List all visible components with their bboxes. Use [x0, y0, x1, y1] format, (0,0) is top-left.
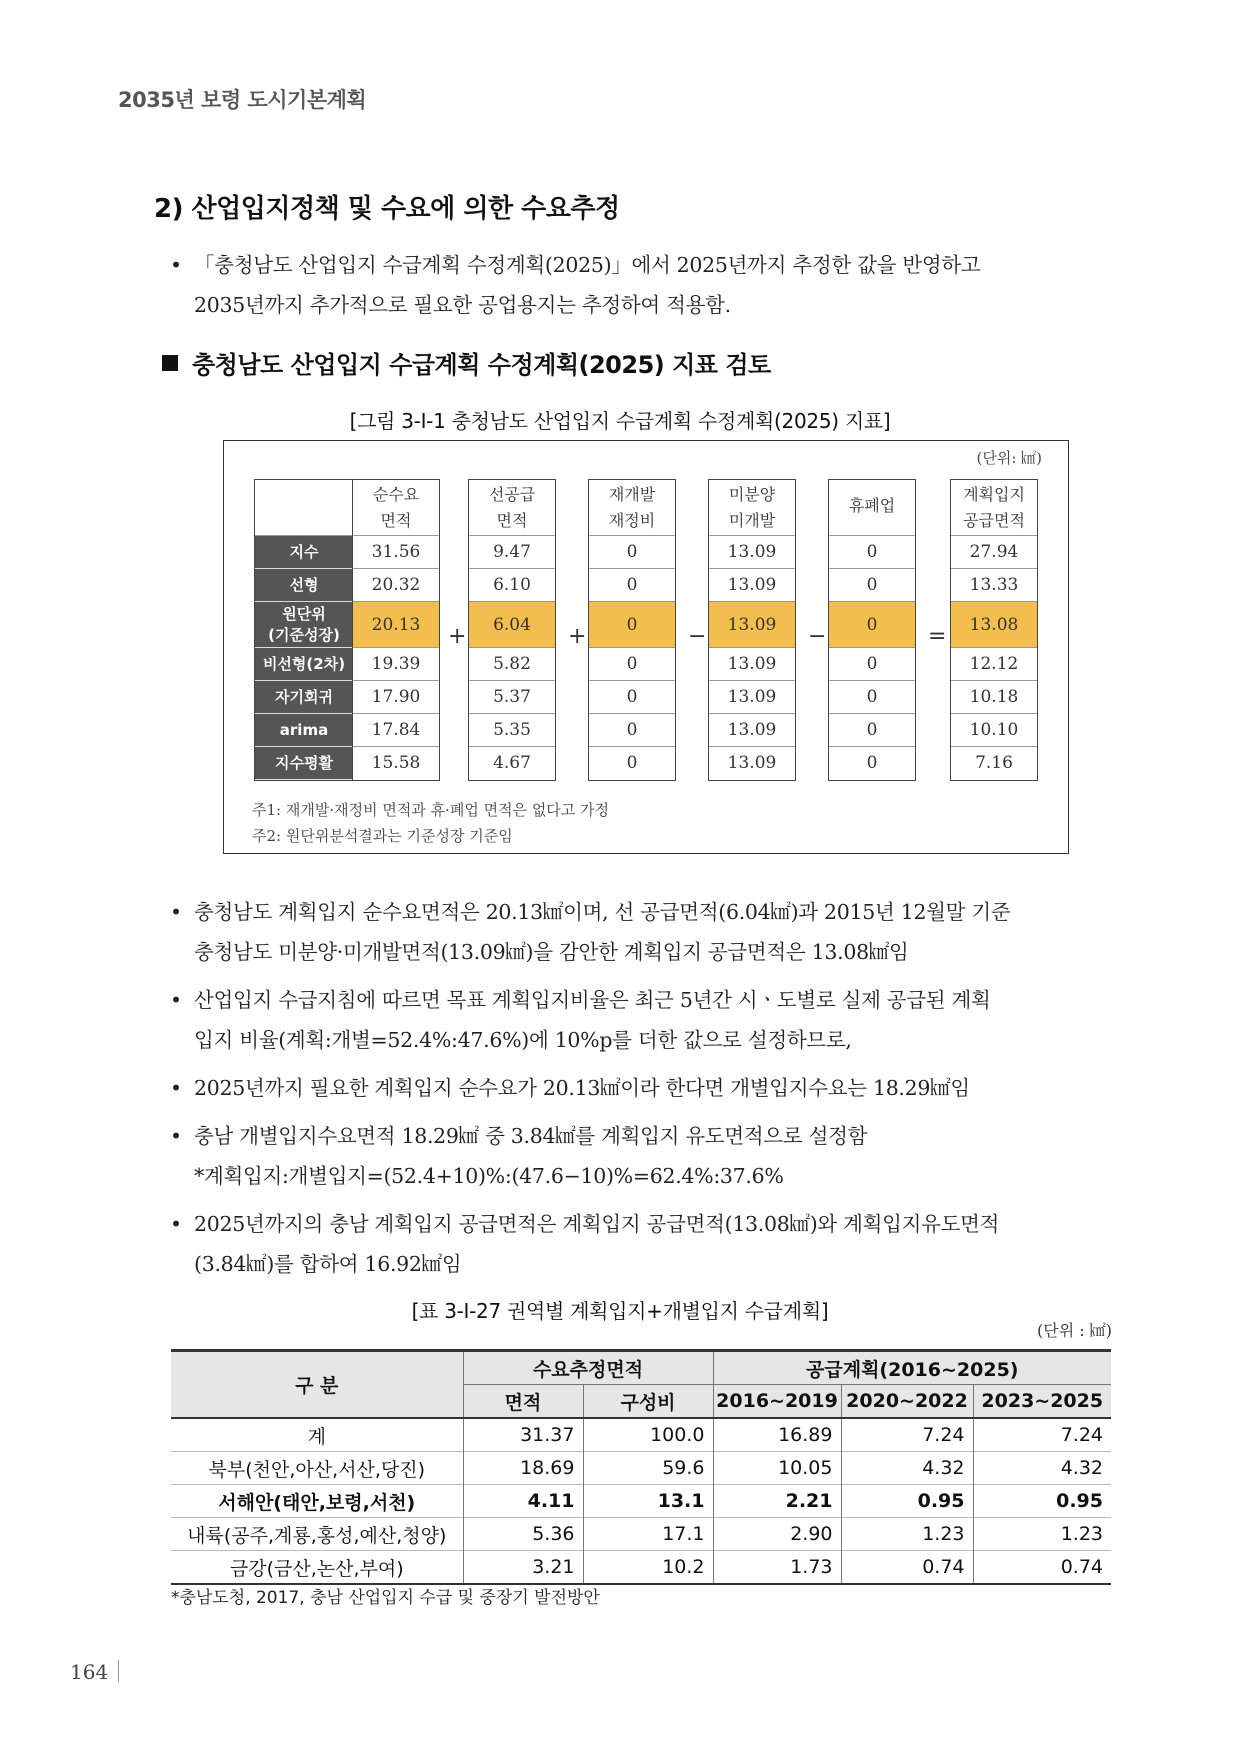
column-header: 휴폐업 [829, 480, 915, 536]
table-unit: (단위 : ㎢) [1037, 1321, 1112, 1340]
table-caption: [표 3-Ⅰ-27 권역별 계획입지+개별입지 수급계획] [411, 1299, 829, 1323]
value-cell: 17.90 [353, 681, 439, 714]
ratio-value: 59.6 [583, 1452, 713, 1485]
area-value: 4.11 [463, 1485, 583, 1518]
highlight-cell: 0 [589, 602, 675, 648]
column-unsold [708, 479, 796, 781]
value-cell: 9.47 [469, 536, 555, 569]
region-name: 금강(금산,논산,부여) [171, 1551, 463, 1585]
value-cell: 12.12 [951, 648, 1037, 681]
blank-header [255, 480, 353, 536]
bullet-item [170, 1204, 1130, 1284]
column-header: 계획입지 공급면적 [951, 480, 1037, 536]
column-net-demand [352, 479, 440, 781]
value-cell: 31.56 [353, 536, 439, 569]
plus-operator: + [568, 624, 587, 649]
value-cell: 7.16 [975, 753, 1013, 773]
column-header: 미분양 미개발 [709, 480, 795, 536]
header-category: 구 분 [171, 1351, 463, 1419]
ratio-value: 17.1 [583, 1518, 713, 1551]
value-cell: 13.33 [951, 569, 1037, 602]
period-2-value: 1.23 [841, 1518, 973, 1551]
value-cell: 0 [626, 753, 638, 773]
bullet-item [170, 1116, 1130, 1196]
region-name: 내륙(공주,계룡,홍성,예산,청양) [171, 1518, 463, 1551]
period-1-value: 2.90 [713, 1518, 841, 1551]
highlight-cell: 0 [829, 602, 915, 648]
bullet-line: *계획입지:개별입지=(52.4+10)%:(47.6−10)%=62.4%:37.6% [194, 1164, 784, 1188]
bullet-line: 「충청남도 산업입지 수급계획 수정계획(2025)」에서 2025년까지 추정한 값을 반영하고 [194, 253, 981, 277]
value-cell: 0 [829, 648, 915, 681]
value-cell: 0 [829, 569, 915, 602]
value-cell: 13.09 [709, 648, 795, 681]
period-1-value: 16.89 [713, 1418, 841, 1452]
column-redevelopment [588, 479, 676, 781]
value-cell: 0 [866, 753, 878, 773]
period-3-value: 7.24 [973, 1418, 1111, 1452]
value-cell: 10.18 [951, 681, 1037, 714]
value-cell: 15.58 [371, 753, 421, 773]
period-1-value: 1.73 [713, 1551, 841, 1585]
intro-bullet [170, 245, 1130, 325]
row-label: 비선형(2차) [255, 648, 353, 681]
region-name: 북부(천안,아산,서산,당진) [171, 1452, 463, 1485]
row-label: 원단위 (기준성장) [255, 602, 353, 648]
period-2-value: 4.32 [841, 1452, 973, 1485]
section-title: 2) 산업입지정책 및 수요에 의한 수요추정 [154, 194, 620, 224]
area-value: 31.37 [463, 1418, 583, 1452]
ratio-value: 13.1 [583, 1485, 713, 1518]
value-cell: 0 [589, 569, 675, 602]
header-period-1: 2016~2019 [713, 1385, 841, 1419]
value-cell: 0 [829, 714, 915, 747]
column-header: 선공급 면적 [469, 480, 555, 536]
area-value: 5.36 [463, 1518, 583, 1551]
bullet-line: 입지 비율(계획:개별=52.4%:47.6%)에 10%p를 더한 값으로 설정하므로, [194, 1028, 852, 1052]
table-row-highlighted [171, 1485, 1111, 1518]
value-cell: 13.09 [709, 536, 795, 569]
period-1-value: 10.05 [713, 1452, 841, 1485]
document-header: 2035년 보령 도시기본계획 [118, 88, 367, 112]
bullet-dot-icon: • [170, 1076, 182, 1100]
area-value: 18.69 [463, 1452, 583, 1485]
value-cell: 0 [589, 648, 675, 681]
bullet-line: 산업입지 수급지침에 따르면 목표 계획입지비율은 최근 5년간 시ㆍ도별로 실제 공급된 계획 [194, 988, 991, 1012]
bullet-item [170, 1068, 1130, 1108]
value-cell: 5.82 [469, 648, 555, 681]
period-1-value: 2.21 [713, 1485, 841, 1518]
page-number: 164 [70, 1660, 119, 1684]
period-3-value: 1.23 [973, 1518, 1111, 1551]
row-label: arima [255, 714, 353, 747]
highlight-cell: 6.04 [469, 602, 555, 648]
page-divider [118, 1660, 119, 1682]
bullet-dot-icon: • [170, 253, 182, 277]
table-row [171, 1518, 1111, 1551]
column-closed [828, 479, 916, 781]
table-source: *충남도청, 2017, 충남 산업입지 수급 및 중장기 발전방안 [171, 1588, 600, 1608]
bullet-item [170, 892, 1130, 972]
value-cell: 13.09 [727, 753, 777, 773]
bullet-line: 2025년까지의 충남 계획입지 공급면적은 계획입지 공급면적(13.08㎢)와 계획입지유도면적 [194, 1212, 1000, 1236]
bullet-line: 2035년까지 추가적으로 필요한 공업용지는 추정하여 적용함. [194, 293, 731, 317]
value-cell: 0 [589, 681, 675, 714]
row-label: 선형 [255, 569, 353, 602]
period-2-value: 0.74 [841, 1551, 973, 1585]
period-2-value: 0.95 [841, 1485, 973, 1518]
square-bullet-icon [162, 355, 178, 371]
value-cell: 4.67 [493, 753, 531, 773]
plus-operator: + [448, 624, 467, 649]
row-label: 자기회귀 [255, 681, 353, 714]
bullet-dot-icon: • [170, 900, 182, 924]
header-ratio: 구성비 [583, 1385, 713, 1419]
figure-note: 주2: 원단위분석결과는 기준성장 기준임 [252, 827, 513, 845]
table-row [171, 1551, 1111, 1585]
bullet-line: 충청남도 계획입지 순수요면적은 20.13㎢이며, 선 공급면적(6.04㎢)과 2015년 12월말 기준 [194, 900, 1011, 924]
bullet-line: 충청남도 미분양·미개발면적(13.09㎢)을 감안한 계획입지 공급면적은 13.08㎢임 [194, 940, 909, 964]
indicator-figure [223, 440, 1069, 854]
figure-unit: (단위: ㎢) [976, 449, 1042, 467]
value-cell: 0 [589, 714, 675, 747]
row-label: 지수평활 [255, 747, 353, 780]
bullet-item [170, 980, 1130, 1060]
value-cell: 20.32 [353, 569, 439, 602]
header-period-2: 2020~2022 [841, 1385, 973, 1419]
highlight-cell: 20.13 [353, 602, 439, 648]
value-cell: 13.09 [709, 714, 795, 747]
bullet-dot-icon: • [170, 1124, 182, 1148]
column-header: 순수요 면적 [353, 480, 439, 536]
bullet-line: 충남 개별입지수요면적 18.29㎢ 중 3.84㎢를 계획입지 유도면적으로 설정함 [194, 1124, 868, 1148]
value-cell: 10.10 [951, 714, 1037, 747]
value-cell: 27.94 [951, 536, 1037, 569]
period-3-value: 0.74 [973, 1551, 1111, 1585]
value-cell: 13.09 [709, 681, 795, 714]
bullet-line: (3.84㎢)를 합하여 16.92㎢임 [194, 1252, 462, 1276]
figure-caption: [그림 3-Ⅰ-1 충청남도 산업입지 수급계획 수정계획(2025) 지표] [349, 409, 891, 433]
value-cell: 0 [829, 681, 915, 714]
minus-operator: − [808, 624, 827, 649]
column-pre-supply [468, 479, 556, 781]
column-header: 재개발 재정비 [589, 480, 675, 536]
highlight-cell: 13.08 [951, 602, 1037, 648]
value-cell: 13.09 [709, 569, 795, 602]
value-cell: 19.39 [353, 648, 439, 681]
bullet-dot-icon: • [170, 1212, 182, 1236]
row-label: 지수 [255, 536, 353, 569]
value-cell: 6.10 [469, 569, 555, 602]
value-cell: 0 [829, 536, 915, 569]
subsection-title [162, 345, 771, 380]
period-2-value: 7.24 [841, 1418, 973, 1452]
bullet-line: 2025년까지 필요한 계획입지 순수요가 20.13㎢이라 한다면 개별입지수요는 18.29㎢임 [194, 1076, 970, 1100]
column-planned-supply [950, 479, 1038, 781]
bullet-dot-icon: • [170, 988, 182, 1012]
header-area: 면적 [463, 1385, 583, 1419]
value-cell: 0 [589, 536, 675, 569]
value-cell: 17.84 [353, 714, 439, 747]
subsection-title-text: 충청남도 산업입지 수급계획 수정계획(2025) 지표 검토 [192, 351, 771, 379]
header-demand-group: 수요추정면적 [463, 1351, 713, 1385]
ratio-value: 10.2 [583, 1551, 713, 1585]
value-cell: 5.35 [469, 714, 555, 747]
area-value: 3.21 [463, 1551, 583, 1585]
row-label-column [254, 479, 354, 781]
supply-plan-table [171, 1349, 1111, 1585]
period-3-value: 0.95 [973, 1485, 1111, 1518]
region-name: 서해안(태안,보령,서천) [171, 1485, 463, 1518]
value-cell: 5.37 [469, 681, 555, 714]
region-name: 계 [171, 1418, 463, 1452]
table-row [171, 1418, 1111, 1452]
highlight-cell: 13.09 [709, 602, 795, 648]
period-3-value: 4.32 [973, 1452, 1111, 1485]
equals-operator: = [928, 624, 947, 649]
figure-note: 주1: 재개발·재정비 면적과 휴·폐업 면적은 없다고 가정 [252, 801, 610, 819]
minus-operator: − [688, 624, 707, 649]
header-supply-group: 공급계획(2016~2025) [713, 1351, 1111, 1385]
table-row [171, 1452, 1111, 1485]
ratio-value: 100.0 [583, 1418, 713, 1452]
header-period-3: 2023~2025 [973, 1385, 1111, 1419]
